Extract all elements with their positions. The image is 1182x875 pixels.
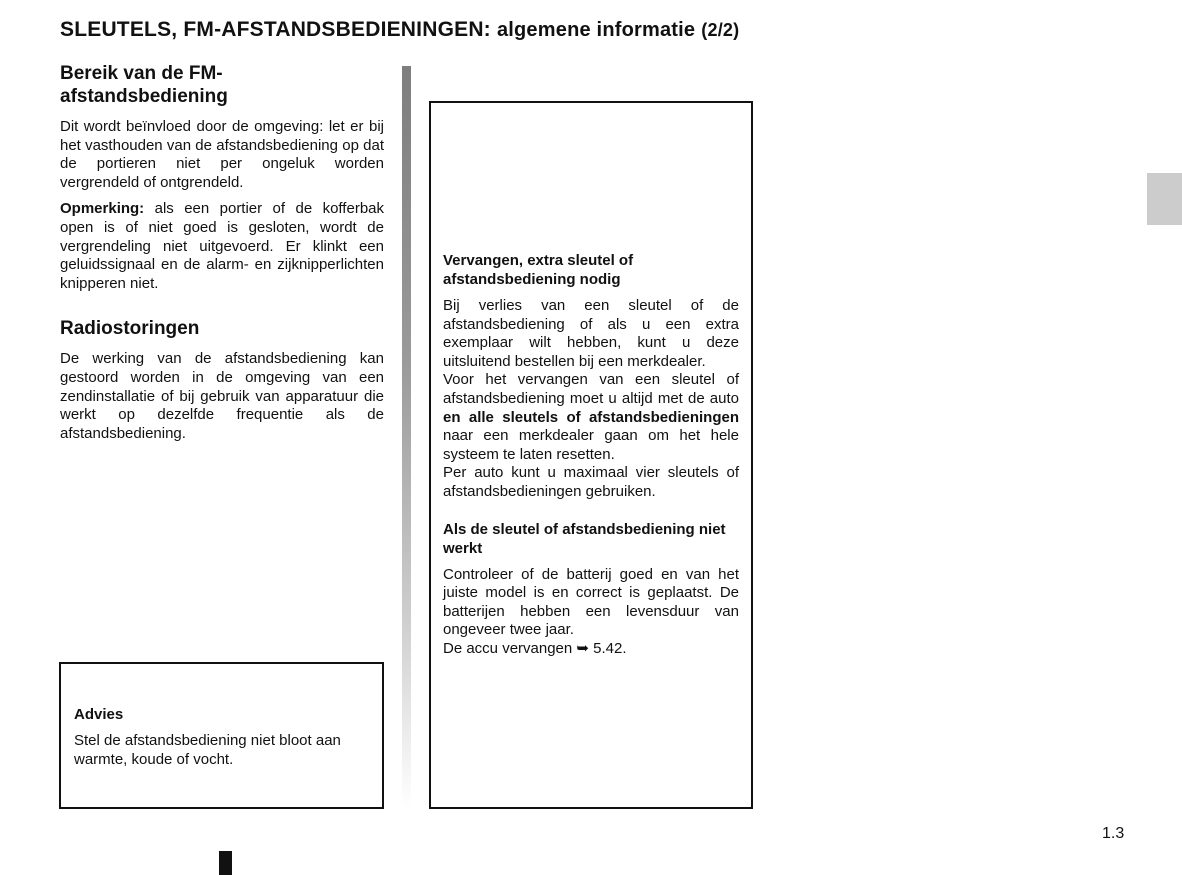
replace-key-paragraph-1: Bij verlies van een sleutel of de afstandsbediening of als u een extra exemplaar wilt hebben, kunt u deze uitsluitend bestellen bij een merkdealer. [443, 297, 739, 370]
replace-key-paragraph-3: Per auto kunt u maximaal vier sleutels of afstandsbedieningen gebruiken. [443, 464, 739, 500]
key-not-working-heading: Als de sleutel of afstandsbediening niet werkt [443, 520, 726, 557]
advice-heading: Advies [74, 706, 124, 723]
page-title-main: SLEUTELS, FM-AFSTANDSBEDIENINGEN: [60, 18, 491, 41]
note-paragraph [60, 200, 384, 293]
fm-range-paragraph: Dit wordt beïnvloed door de omgeving: let er bij het vasthouden van de afstandsbediening op dat de portieren niet per ongeluk worden vergrendeld of ontgrendeld. [60, 118, 384, 191]
page-title-sub: algemene informatie [496, 19, 696, 41]
replace-key-text-end: naar een merkdealer gaan om het hele systeem te laten resetten. [443, 427, 739, 463]
section-heading-fm-range: Bereik van de FM-afstandsbediening [60, 63, 228, 107]
advice-text: Stel de afstandsbediening niet bloot aan warmte, koude of vocht. [74, 732, 341, 768]
left-column [60, 62, 384, 443]
replace-key-heading: Vervangen, extra sleutel of afstandsbediening nodig [443, 252, 634, 288]
note-label: Opmerking: [60, 200, 145, 218]
page-title-part: (2/2) [701, 20, 740, 40]
section-radio-interference [60, 317, 384, 443]
chapter-thumb-tab [1147, 173, 1182, 225]
page-title [60, 18, 739, 42]
battery-reference: De accu vervangen ➥ 5.42. [443, 639, 627, 657]
section-fm-range [60, 62, 384, 293]
replace-key-text-bold: en alle sleutels of afstandsbedieningen [443, 408, 739, 426]
page-number: 1.3 [1102, 825, 1125, 842]
section-heading-radio: Radiostoringen [60, 318, 200, 340]
advice-box [59, 662, 384, 809]
column-divider [402, 66, 411, 808]
note-text: als een portier of de kofferbak open is of niet goed is gesloten, wordt de vergrendeling niet uitgevoerd. Er klinkt een geluidssignaal en de alarm- en zijknipperlichten knipperen niet. [60, 200, 384, 292]
radio-paragraph: De werking van de afstandsbediening kan gestoord worden in de omgeving van een zendinstallatie of bij gebruik van apparatuur die werkt op dezelfde frequentie als de afstandsbediening. [60, 350, 384, 442]
print-mark [219, 851, 232, 875]
info-box [429, 101, 753, 809]
replace-key-paragraph-2 [443, 371, 739, 464]
key-not-working-paragraph: Controleer of de batterij goed en van het juiste model is en correct is geplaatst. De batterijen hebben een levensduur van ongeveer twee jaar. [443, 565, 739, 639]
replace-key-text-start: Voor het vervangen van een sleutel of afstandsbediening moet u altijd met de auto [443, 371, 739, 407]
